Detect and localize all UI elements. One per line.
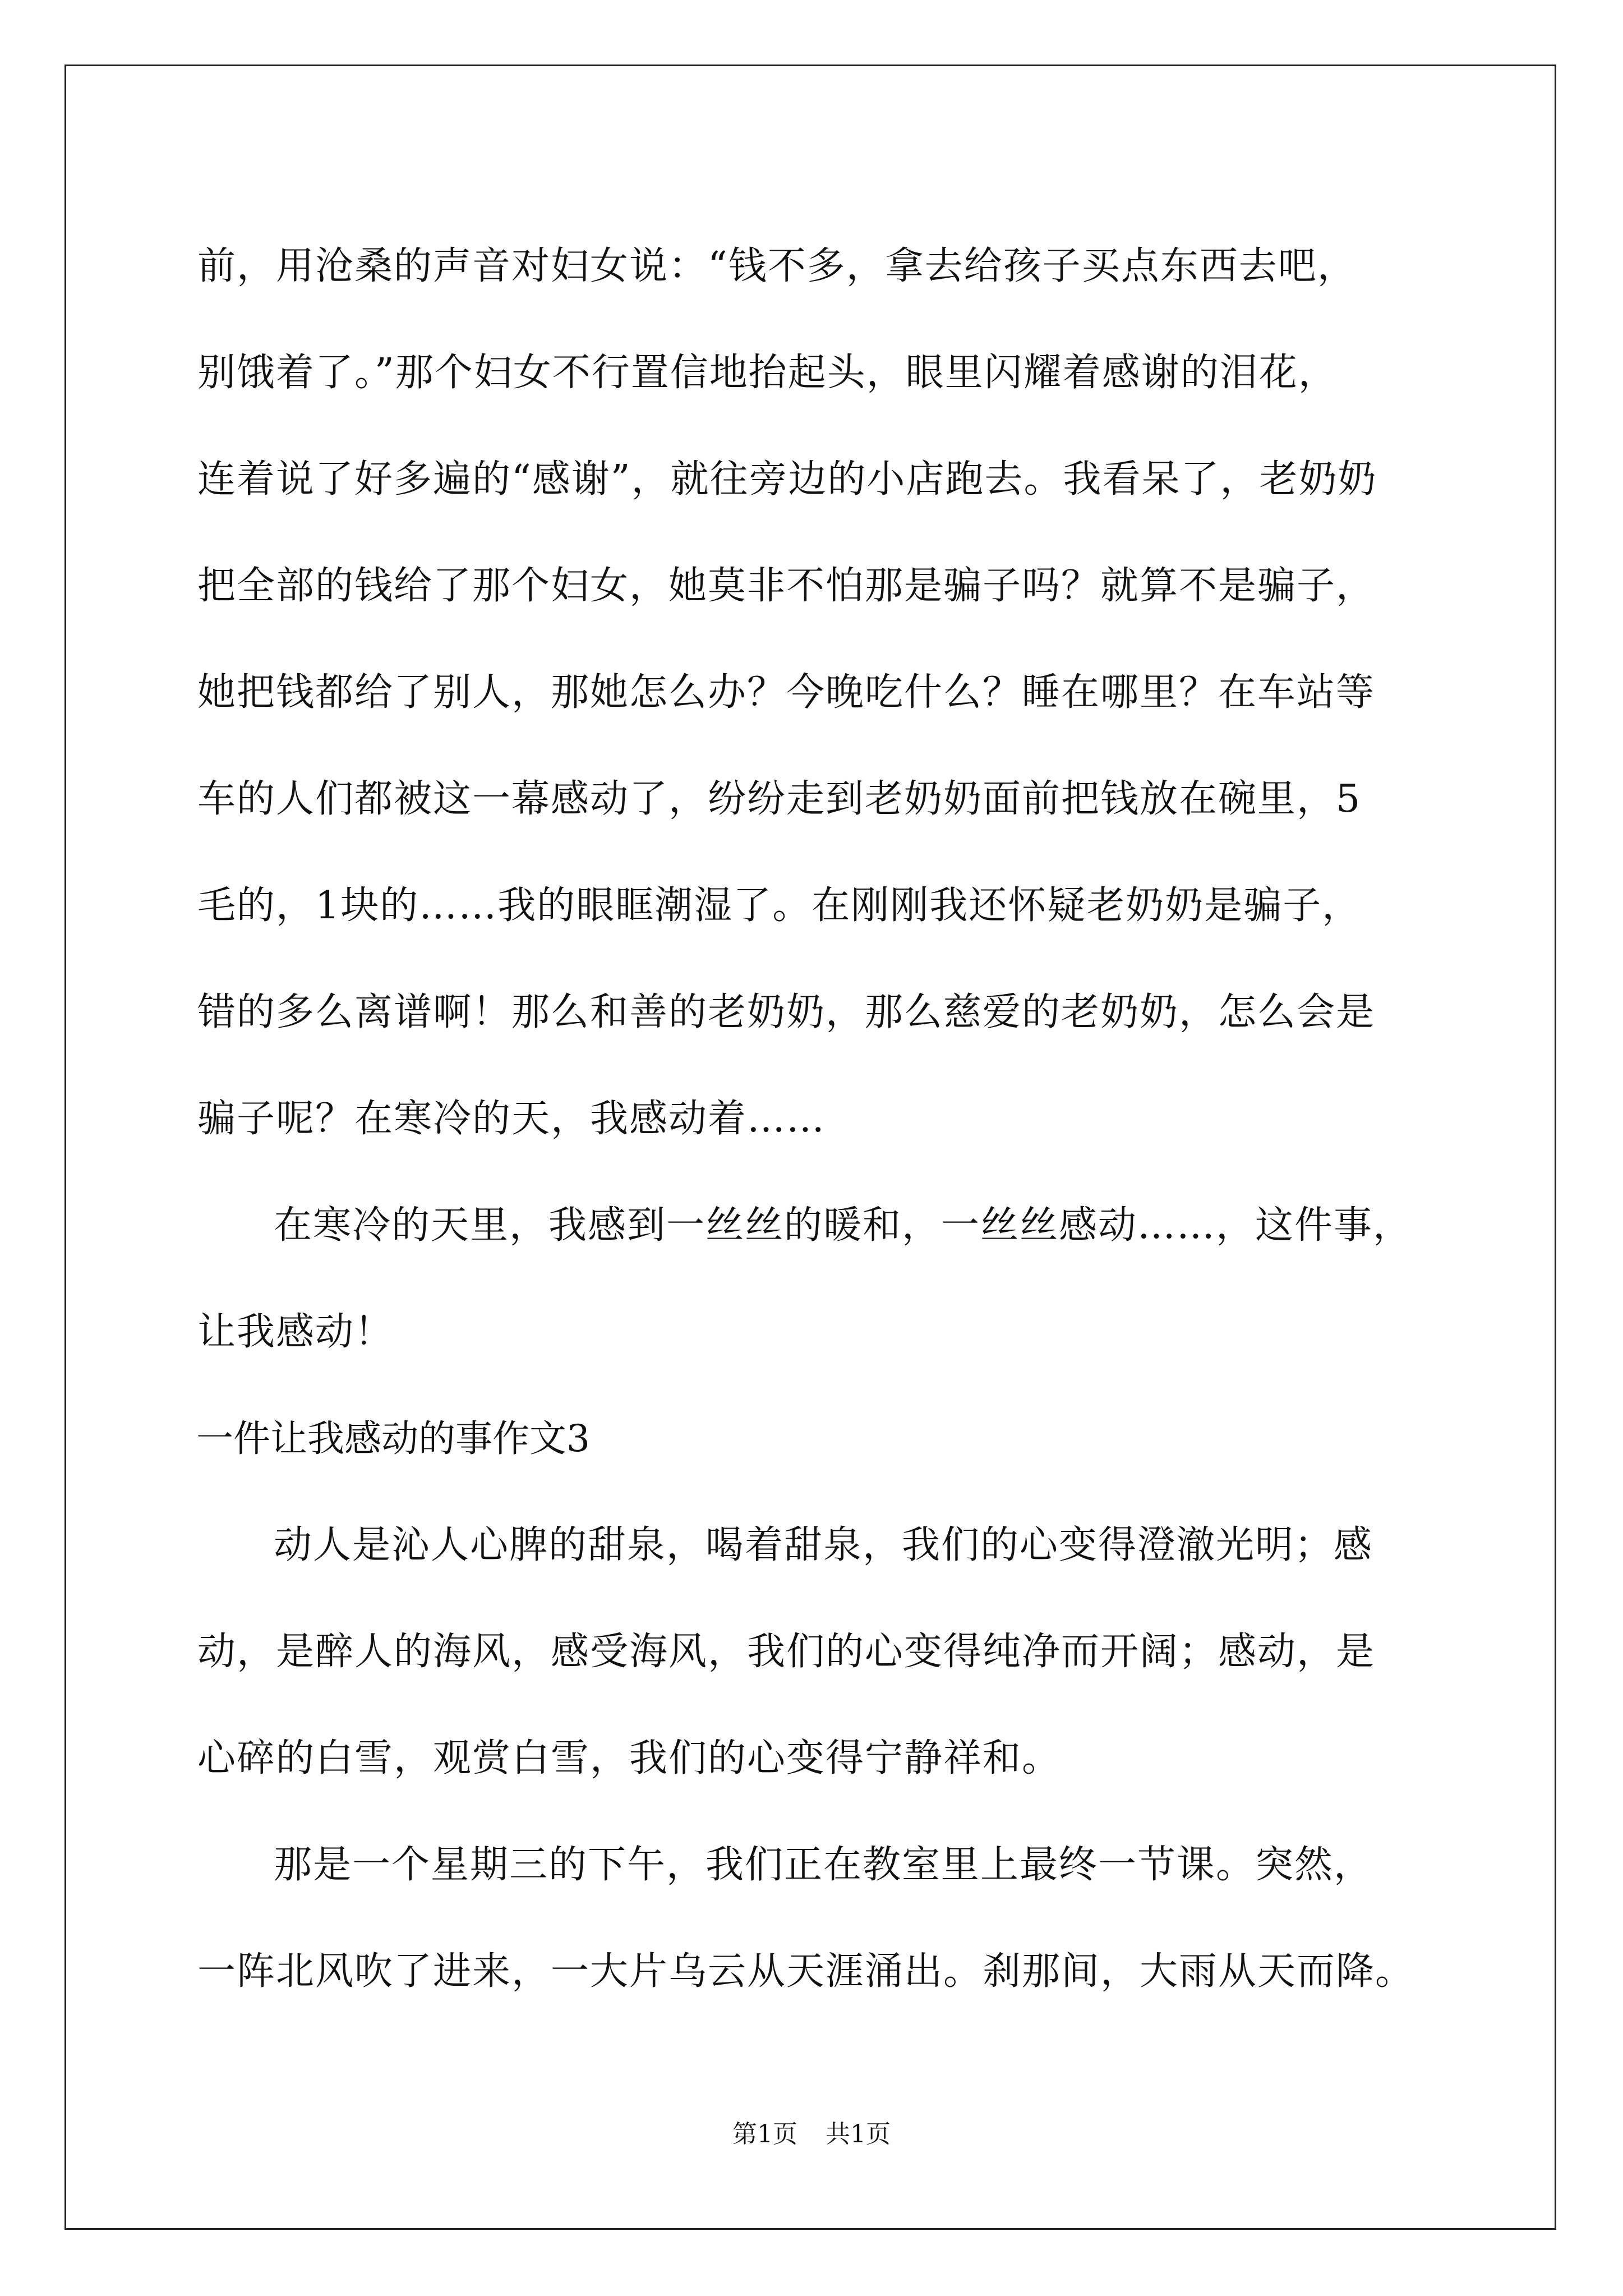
- page-footer: [0, 2118, 1623, 2151]
- text-line: 车的人们都被这一幕感动了，纷纷走到老奶奶面前把钱放在碗里，5: [197, 777, 1362, 821]
- paragraph-start-line: 在寒冷的天里，我感到一丝丝的暖和，一丝丝感动……，这件事，: [274, 1203, 1413, 1248]
- paragraph-start-line: 那是一个星期三的下午，我们正在教室里上最终一节课。突然，: [274, 1843, 1373, 1887]
- page-total: 共1页: [826, 2120, 891, 2148]
- text-line: 骗子呢？在寒冷的天，我感动着……: [197, 1097, 826, 1141]
- text-line: 连着说了好多遍的“感谢”，就往旁边的小店跑去。我看呆了，老奶奶: [197, 457, 1377, 501]
- page-number: 第1页: [732, 2120, 797, 2148]
- text-line: 把全部的钱给了那个妇女，她莫非不怕那是骗子吗？就算不是骗子，: [197, 564, 1376, 608]
- text-line: 动，是醉人的海风，感受海风，我们的心变得纯净而开阔；感动，是: [197, 1630, 1376, 1674]
- text-line: 错的多么离谱啊！那么和善的老奶奶，那么慈爱的老奶奶，怎么会是: [197, 990, 1376, 1034]
- section-heading: 一件让我感动的事作文3: [196, 1417, 590, 1460]
- paragraph-start-line: 动人是沁人心脾的甜泉，喝着甜泉，我们的心变得澄澈光明；感: [274, 1523, 1373, 1567]
- text-line: 心碎的白雪，观赏白雪，我们的心变得宁静祥和。: [197, 1736, 1062, 1780]
- text-line: 让我感动！: [197, 1310, 394, 1354]
- text-line: 别饿着了。”那个妇女不行置信地抬起头，眼里闪耀着感谢的泪花，: [197, 351, 1338, 395]
- text-line: 她把钱都给了别人，那她怎么办？今晚吃什么？睡在哪里？在车站等: [197, 670, 1376, 715]
- text-line: 前，用沧桑的声音对妇女说：“钱不多，拿去给孩子买点东西去吧，: [197, 244, 1357, 288]
- text-line: 一阵北风吹了进来，一大片乌云从天涯涌出。刹那间，大雨从天而降。: [197, 1949, 1415, 1994]
- text-line: 毛的，1块的……我的眼眶潮湿了。在刚刚我还怀疑老奶奶是骗子，: [197, 884, 1362, 928]
- document-body: [197, 213, 1431, 2025]
